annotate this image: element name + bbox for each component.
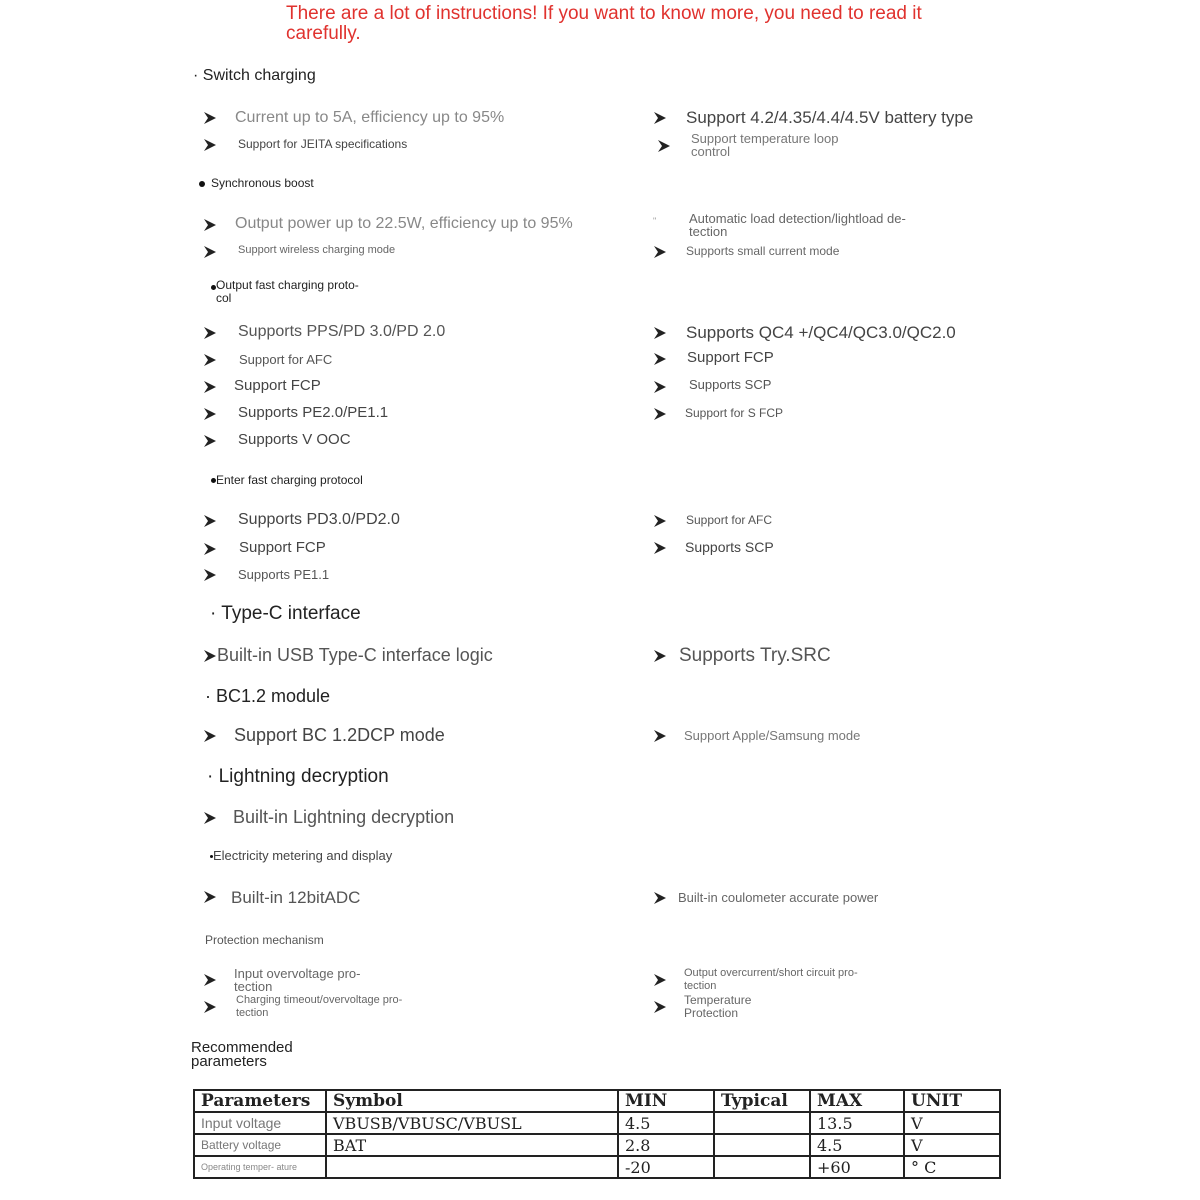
quote-mark-icon: "	[653, 216, 657, 226]
table-cell: V	[904, 1134, 1000, 1156]
arrow-bullet-icon	[653, 729, 667, 743]
list-item: Temperature Protection	[653, 994, 774, 1020]
table-cell: Input voltage	[194, 1112, 326, 1134]
section-title-type-c: · Type-C interface	[210, 603, 361, 624]
arrow-bullet-icon	[653, 514, 667, 528]
list-item: Support wireless charging mode	[203, 244, 395, 258]
table-cell: Battery voltage	[194, 1134, 326, 1156]
table-row	[194, 1156, 1000, 1178]
parameters-table	[193, 1089, 1001, 1179]
list-item: Supports small current mode	[653, 244, 839, 258]
table-cell: 4.5	[618, 1112, 714, 1134]
warning-text: There are a lot of instructions! If you want to know more, you need to read it carefully.	[286, 3, 922, 44]
list-item: Output power up to 22.5W, efficiency up to 95%	[203, 215, 573, 233]
arrow-bullet-icon	[203, 1000, 217, 1014]
list-item: Charging timeout/overvoltage pro- tection	[203, 994, 426, 1020]
table-cell: 13.5	[810, 1112, 904, 1134]
arrow-bullet-icon	[203, 434, 217, 448]
arrow-bullet-icon	[653, 649, 667, 663]
list-item: Supports PE1.1	[203, 567, 329, 582]
arrow-bullet-icon	[203, 326, 217, 340]
table-cell: -20	[618, 1156, 714, 1178]
header-cell: UNIT	[904, 1090, 1000, 1112]
arrow-bullet-icon	[203, 649, 217, 663]
header-cell: Symbol	[326, 1090, 618, 1112]
arrow-bullet-icon	[203, 245, 217, 259]
list-item: Support for AFC	[203, 352, 332, 367]
list-item: Supports SCP	[653, 539, 774, 555]
table-cell	[714, 1134, 810, 1156]
table-cell: V	[904, 1112, 1000, 1134]
section-title-bc12: · BC1.2 module	[205, 686, 331, 706]
list-item: Built-in Lightning decryption	[203, 807, 454, 828]
list-item: Support Apple/Samsung mode	[653, 728, 860, 743]
header-cell: Parameters	[194, 1090, 326, 1112]
arrow-bullet-icon	[653, 973, 667, 987]
arrow-bullet-icon	[653, 1000, 667, 1014]
arrow-bullet-icon	[203, 542, 217, 556]
list-item: Built-in USB Type-C interface logic	[203, 645, 493, 666]
list-item: Current up to 5A, efficiency up to 95%	[203, 109, 504, 127]
table-cell: Operating temper- ature	[194, 1156, 326, 1178]
arrow-bullet-icon	[653, 352, 667, 366]
arrow-bullet-icon	[653, 326, 667, 340]
arrow-bullet-icon	[203, 380, 217, 394]
arrow-bullet-icon	[203, 890, 217, 904]
table-row	[194, 1134, 1000, 1156]
arrow-bullet-icon	[653, 541, 667, 555]
arrow-bullet-icon	[203, 353, 217, 367]
arrow-bullet-icon	[203, 568, 217, 582]
list-item: Supports QC4 +/QC4/QC3.0/QC2.0	[653, 323, 956, 343]
section-title-protection: Protection mechanism	[205, 933, 324, 947]
table-cell	[714, 1112, 810, 1134]
list-item: Support for JEITA specifications	[203, 137, 407, 151]
arrow-bullet-icon	[657, 139, 671, 153]
section-title-switch-charging: · Switch charging	[193, 67, 316, 84]
table-cell: BAT	[326, 1134, 618, 1156]
section-title-output-fast-charging: Output fast charging proto- col	[211, 279, 376, 305]
recommended-title: Recommended parameters	[191, 1039, 293, 1070]
table-cell: +60	[810, 1156, 904, 1178]
arrow-bullet-icon	[203, 407, 217, 421]
table-cell: ° C	[904, 1156, 1000, 1178]
list-item: Support BC 1.2DCP mode	[203, 725, 445, 746]
section-title-lightning: · Lightning decryption	[207, 766, 389, 787]
header-cell: MIN	[618, 1090, 714, 1112]
arrow-bullet-icon	[653, 407, 667, 421]
list-item: Supports Try.SRC	[653, 645, 831, 667]
arrow-bullet-icon	[203, 514, 217, 528]
arrow-bullet-icon	[653, 245, 667, 259]
table-header-row	[194, 1090, 1000, 1112]
list-item: Supports PPS/PD 3.0/PD 2.0	[203, 323, 445, 341]
table-cell: VBUSB/VBUSC/VBUSL	[326, 1112, 618, 1134]
arrow-bullet-icon	[203, 218, 217, 232]
dot-bullet-icon	[199, 181, 205, 187]
table-cell	[714, 1156, 810, 1178]
list-item: Built-in 12bitADC	[203, 888, 360, 908]
arrow-bullet-icon	[653, 380, 667, 394]
header-cell: Typical	[714, 1090, 810, 1112]
arrow-bullet-icon	[203, 111, 217, 125]
arrow-bullet-icon	[653, 111, 667, 125]
list-item: Support temperature loop control	[657, 132, 851, 158]
table-cell	[326, 1156, 618, 1178]
arrow-bullet-icon	[203, 138, 217, 152]
list-item: Supports V OOC	[203, 431, 351, 448]
arrow-bullet-icon	[203, 973, 217, 987]
list-item: Support for AFC	[653, 513, 772, 527]
table-cell: 2.8	[618, 1134, 714, 1156]
header-cell: MAX	[810, 1090, 904, 1112]
list-item: Built-in coulometer accurate power	[653, 890, 878, 905]
list-item: Supports PE2.0/PE1.1	[203, 404, 388, 421]
list-item: Support FCP	[653, 349, 774, 366]
section-title-enter-fast-charging: Enter fast charging protocol	[211, 473, 363, 487]
list-item: " Automatic load detection/lightload de- tection	[653, 211, 906, 239]
list-item: Support for S FCP	[653, 406, 783, 420]
arrow-bullet-icon	[653, 891, 667, 905]
table-row	[194, 1112, 1000, 1134]
section-title-synchronous-boost: Synchronous boost	[199, 176, 314, 190]
dot-bullet-icon	[211, 285, 216, 290]
list-item: Supports SCP	[653, 377, 771, 392]
list-item: Support 4.2/4.35/4.4/4.5V battery type	[653, 108, 973, 128]
list-item: Input overvoltage pro- tection	[203, 967, 374, 993]
list-item: Output overcurrent/short circuit pro- tection	[653, 967, 884, 993]
list-item: Supports PD3.0/PD2.0	[203, 511, 400, 529]
section-title-metering: Electricity metering and display	[210, 848, 392, 863]
arrow-bullet-icon	[203, 811, 217, 825]
list-item: Support FCP	[203, 377, 321, 394]
list-item: Support FCP	[203, 539, 326, 556]
arrow-bullet-icon	[203, 729, 217, 743]
table-cell: 4.5	[810, 1134, 904, 1156]
